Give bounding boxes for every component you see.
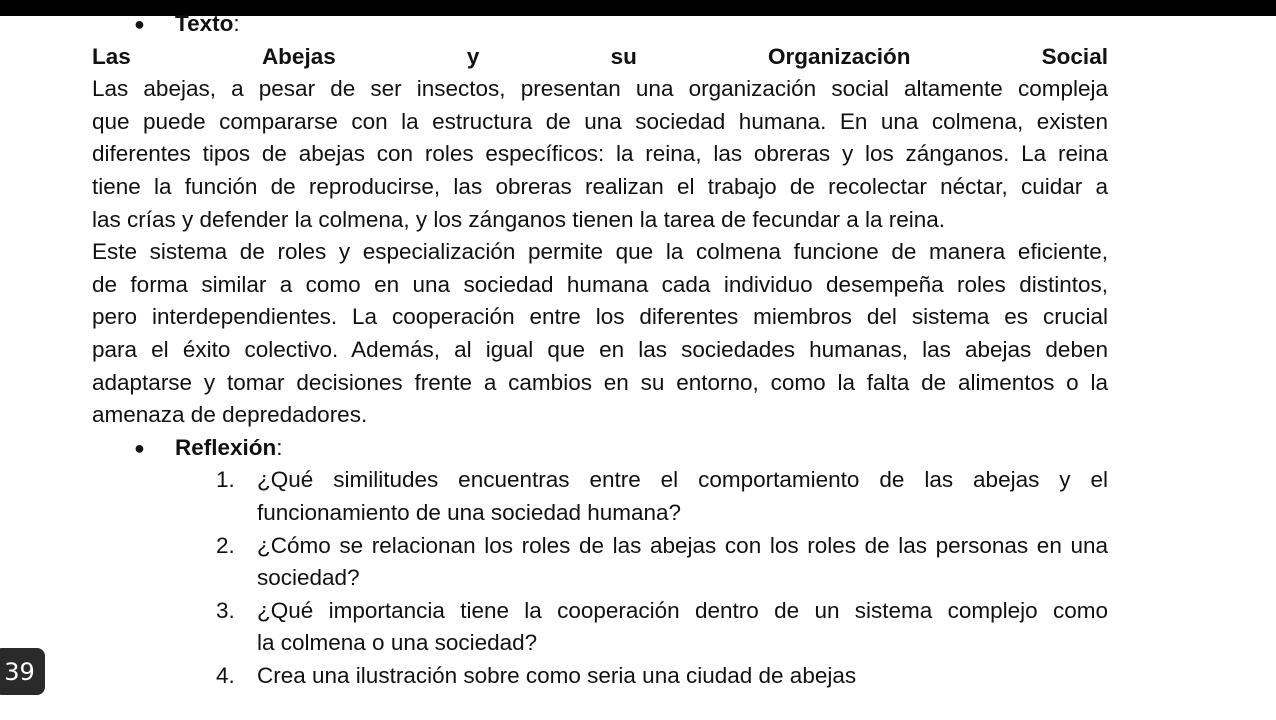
text-line: tiene la función de reproducirse, las obreras realizan el trabajo de recolectar néctar, cuidar a <box>92 173 1108 199</box>
question-list <box>92 464 1108 692</box>
section-label: Reflexión <box>175 434 277 460</box>
text-line: amenaza de depredadores. <box>92 402 368 428</box>
title-word: su <box>610 43 637 69</box>
text-line: diferentes tipos de abejas con roles específicos: la reina, las obreras y los zánganos. La reina <box>92 141 1108 167</box>
question-number: 3. <box>216 597 235 623</box>
text-line: para el éxito colectivo. Además, al igual que en las sociedades humanas, las abejas deben <box>92 336 1108 362</box>
title-word: Social <box>1041 43 1108 69</box>
question-line: ¿Qué similitudes encuentras entre el comportamiento de las abejas y el <box>257 467 1108 493</box>
question-item <box>216 595 1108 660</box>
question-line: ¿Qué importancia tiene la cooperación dentro de un sistema complejo como <box>257 597 1108 623</box>
title-word: Organización <box>767 43 911 69</box>
section-reflexion <box>92 432 1108 465</box>
section-colon: : <box>276 434 283 460</box>
bullet-icon: ● <box>134 437 145 458</box>
text-line: de forma similar a como en una sociedad humana cada individuo desempeña roles distintos, <box>92 271 1108 297</box>
bullet-icon: ● <box>134 14 145 34</box>
question-line: la colmena o una sociedad? <box>257 630 538 656</box>
text-line: que puede compararse con la estructura de una sociedad humana. En una colmena, existen <box>92 108 1108 134</box>
paragraph-2 <box>92 236 1108 432</box>
title-word: y <box>466 43 480 69</box>
text-line: adaptarse y tomar decisiones frente a cambios en su entorno, como la falta de alimentos o la <box>92 369 1108 395</box>
text-line: pero interdependientes. La cooperación entre los diferentes miembros del sistema es crucial <box>92 304 1108 330</box>
question-item <box>216 464 1108 529</box>
section-texto <box>92 8 1108 41</box>
question-line: funcionamiento de una sociedad humana? <box>257 499 682 525</box>
question-number: 4. <box>216 662 235 688</box>
text-line: Las abejas, a pesar de ser insectos, presentan una organización social altamente compleja <box>92 76 1108 102</box>
title-word: Abejas <box>261 43 336 69</box>
question-number: 2. <box>216 532 235 558</box>
section-colon: : <box>233 11 240 36</box>
question-line: ¿Cómo se relacionan los roles de las abejas con los roles de las personas en una <box>257 532 1108 558</box>
question-line: sociedad? <box>257 565 360 591</box>
question-item <box>216 660 1108 693</box>
page-number-badge: 39 <box>0 648 45 695</box>
article-title <box>92 41 1108 74</box>
text-line: Este sistema de roles y especialización permite que la colmena funcione de manera eficiente, <box>92 239 1108 265</box>
section-label: Texto <box>175 11 234 36</box>
title-word: Las <box>92 43 131 69</box>
text-line: las crías y defender la colmena, y los zánganos tienen la tarea de fecundar a la reina. <box>92 206 946 232</box>
question-item <box>216 530 1108 595</box>
question-number: 1. <box>216 467 235 493</box>
question-line: Crea una ilustración sobre como seria una ciudad de abejas <box>257 662 857 688</box>
document-page <box>92 8 1108 692</box>
paragraph-1 <box>92 73 1108 236</box>
